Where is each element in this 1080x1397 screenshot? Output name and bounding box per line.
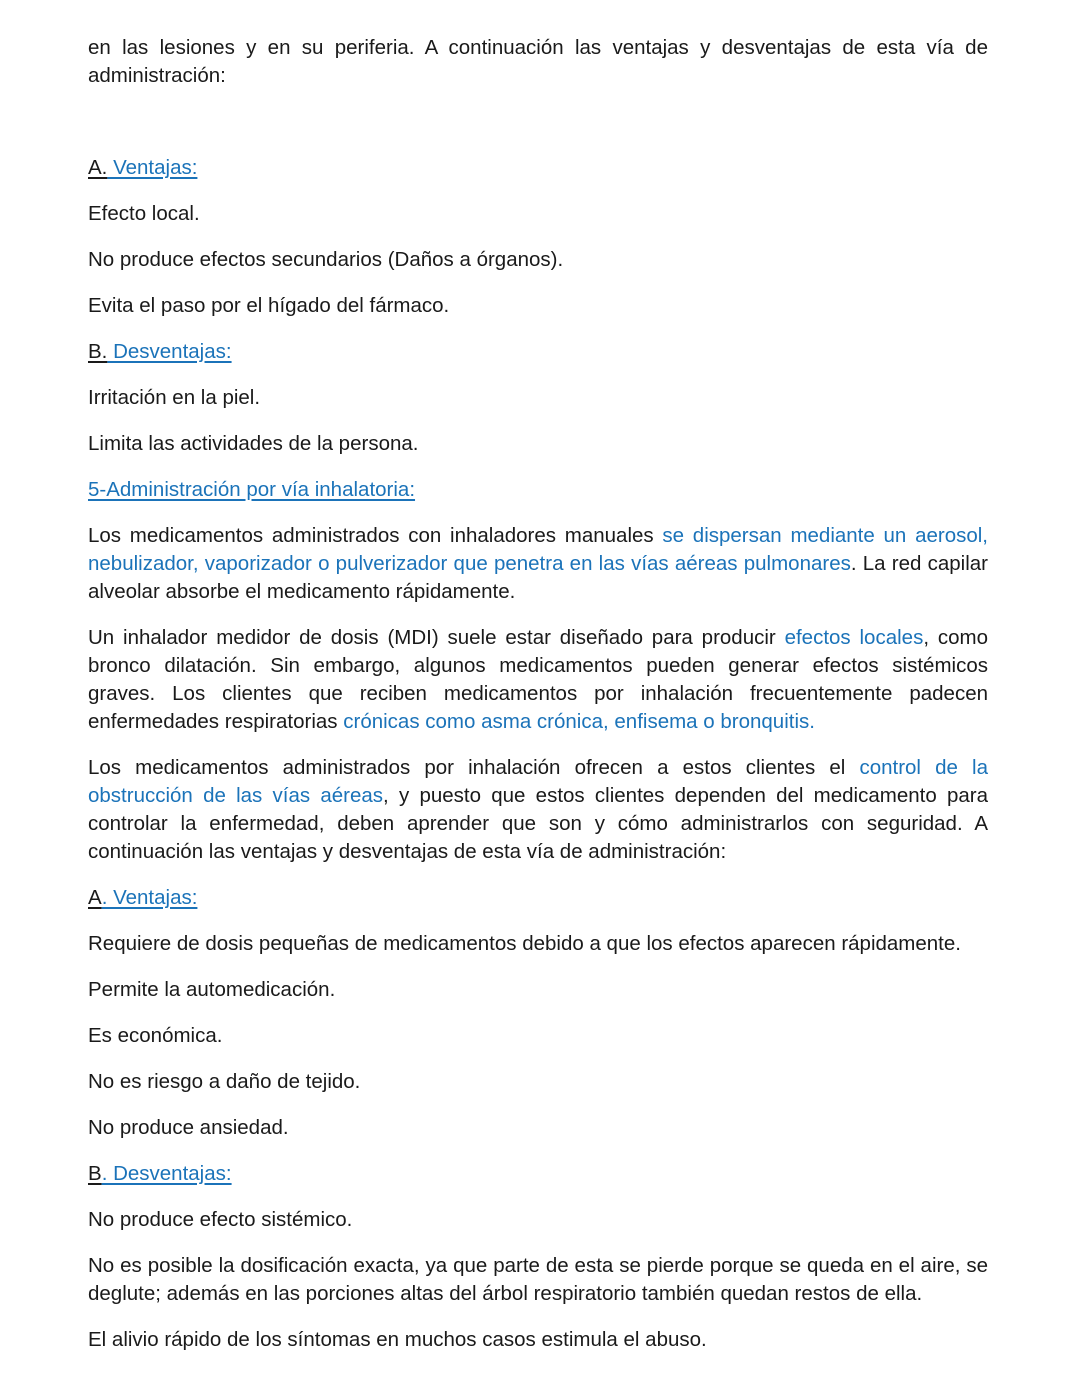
list-item: Permite la automedicación. xyxy=(88,978,336,1001)
inhalatoria-paragraph-1 xyxy=(88,522,988,606)
desventajas-letter-2: B xyxy=(88,1162,102,1185)
p2-highlight-2: crónicas como asma crónica, enfisema o bronquitis. xyxy=(343,710,815,733)
ventajas-link-1[interactable]: Ventajas: xyxy=(107,156,198,179)
list-item: No es riesgo a daño de tejido. xyxy=(88,1070,361,1093)
list-item: Evita el paso por el hígado del fármaco. xyxy=(88,294,450,317)
ventajas-heading-1 xyxy=(88,154,988,182)
p3-text-a: Los medicamentos administrados por inhalación ofrecen a estos clientes el xyxy=(88,756,860,779)
desventajas-heading-2 xyxy=(88,1160,988,1188)
ventajas-letter-2: A xyxy=(88,886,102,909)
list-item: No es posible la dosificación exacta, ya que parte de esta se pierde porque se queda en el aire, se deglute; además en las porciones altas del árbol respiratorio también quedan restos de ella. xyxy=(88,1254,988,1305)
list-item: El alivio rápido de los síntomas en muchos casos estimula el abuso. xyxy=(88,1328,707,1351)
p2-text-c: , como bronco dilatación. Sin embargo, algunos medicamentos pueden generar efectos sistémicos graves. Los clientes que reciben medicamentos por inhalación frecuentemente padecen enfermedades respiratorias xyxy=(88,626,988,733)
list-item: No produce efectos secundarios (Daños a órganos). xyxy=(88,248,564,271)
desventajas-letter-1: B. xyxy=(88,340,108,363)
p1-text-c: . La red capilar alveolar absorbe el medicamento rápidamente. xyxy=(88,552,988,603)
document-page xyxy=(88,34,988,1372)
list-item: Es económica. xyxy=(88,1024,223,1047)
p2-text-a: Un inhalador medidor de dosis (MDI) suele estar diseñado para producir xyxy=(88,626,785,649)
inhalatoria-paragraph-2 xyxy=(88,624,988,736)
p1-text-a: Los medicamentos administrados con inhaladores manuales xyxy=(88,524,663,547)
desventajas-link-1[interactable]: Desventajas: xyxy=(107,340,232,363)
list-item: Requiere de dosis pequeñas de medicamentos debido a que los efectos aparecen rápidamente. xyxy=(88,932,961,955)
section-5-title xyxy=(88,476,988,504)
desventajas-link-2[interactable]: . Desventajas: xyxy=(101,1162,232,1185)
inhalatoria-paragraph-3 xyxy=(88,754,988,866)
p1-highlight: se dispersan mediante un aerosol, nebulizador, vaporizador o pulverizador que penetra en las vías aéreas pulmonares xyxy=(88,524,988,575)
list-item: Irritación en la piel. xyxy=(88,386,261,409)
list-item: Limita las actividades de la persona. xyxy=(88,432,419,455)
p3-text-c: , y puesto que estos clientes dependen del medicamento para controlar la enfermedad, deben aprender que son y cómo administrarlos con seguridad. A continuación las ventajas y desventajas de esta vía de administración: xyxy=(88,784,988,863)
section-5-title-link[interactable]: 5-Administración por vía inhalatoria: xyxy=(88,478,416,501)
ventajas-letter-1: A. xyxy=(88,156,108,179)
ventajas-link-2[interactable]: . Ventajas: xyxy=(101,886,198,909)
list-item: Efecto local. xyxy=(88,202,200,225)
intro-paragraph: en las lesiones y en su periferia. A continuación las ventajas y desventajas de esta vía de administración: xyxy=(88,36,988,87)
p2-highlight-1: efectos locales xyxy=(784,626,924,649)
spacer xyxy=(88,90,988,154)
ventajas-heading-2 xyxy=(88,884,988,912)
list-item: No produce ansiedad. xyxy=(88,1116,289,1139)
p3-highlight: control de la obstrucción de las vías aéreas xyxy=(88,756,988,807)
list-item: No produce efecto sistémico. xyxy=(88,1208,353,1231)
desventajas-heading-1 xyxy=(88,338,988,366)
